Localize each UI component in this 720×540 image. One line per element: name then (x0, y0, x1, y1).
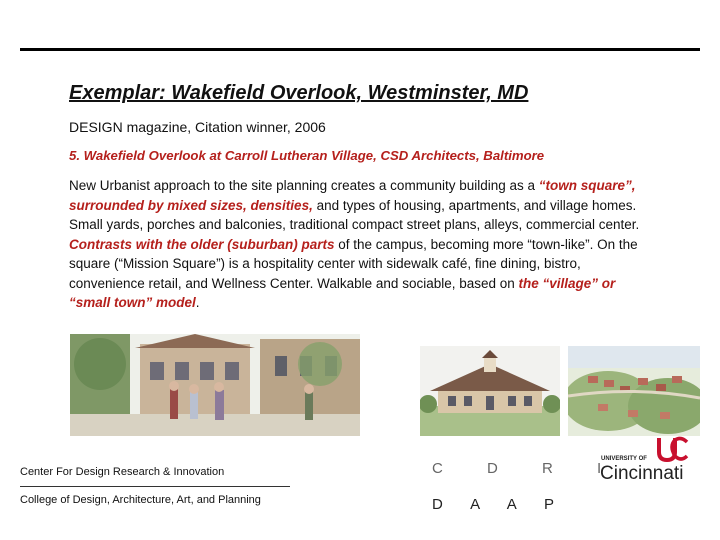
footer-line-1: Center For Design Research & Innovation (20, 466, 225, 478)
hospitality-center-image (420, 346, 560, 436)
slide-subtitle: DESIGN magazine, Citation winner, 2006 (69, 119, 326, 135)
body-paragraph (69, 176, 649, 313)
body-text-2: and types of housing, apartments, and village homes. Small yards, porches and balconies, traditional compact street plans, alleys, commercial center. (69, 197, 640, 232)
footer-rule (20, 486, 290, 487)
village-street-sketch-image (70, 334, 360, 436)
daap-logo: D A A P (432, 496, 567, 513)
cdri-logo: C D R I (432, 460, 622, 477)
body-text-1: New Urbanist approach to the site planning creates a community building as a (69, 178, 536, 193)
body-highlight-2: Contrasts with the older (suburban) parts (69, 236, 335, 252)
top-rule (20, 48, 700, 51)
slide-title: Exemplar: Wakefield Overlook, Westminster, MD (69, 82, 529, 104)
uc-wordmark: Cincinnati (600, 463, 684, 484)
body-highlight-1: “town square”, surrounded by mixed sizes, densities, (69, 178, 636, 213)
body-text-4: . (195, 295, 200, 310)
aerial-site-plan-image (568, 346, 700, 436)
body-highlight-3: the “village” or “small town” model (69, 275, 616, 310)
red-heading: 5. Wakefield Overlook at Carroll Lutheran Village, CSD Architects, Baltimore (69, 148, 545, 163)
uc-wordmark-small: UNIVERSITY OF (601, 456, 647, 462)
body-text-3: of the campus, becoming more “town-like”. On the square (“Mission Square”) is a hospitality center with sidewalk café, fine dining, bistro, convenience retail, and Wellness Center. Walkable and sociable, based on (69, 236, 638, 291)
footer-line-2: College of Design, Architecture, Art, and Planning (20, 494, 261, 506)
